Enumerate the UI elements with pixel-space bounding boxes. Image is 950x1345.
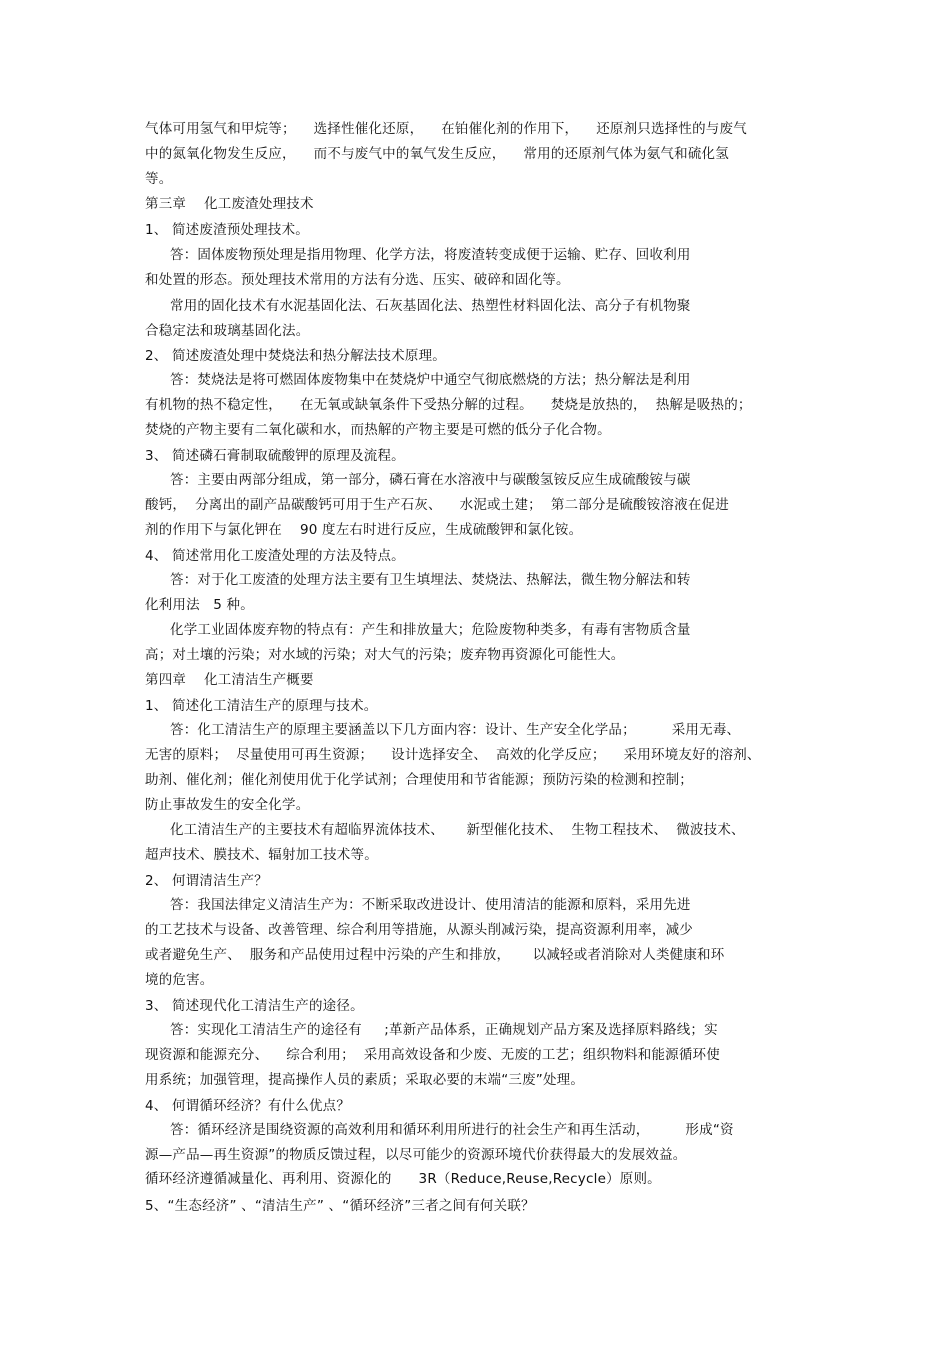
text-line: 答：化工清洁生产的原理主要涵盖以下几方面内容：设计、生产安全化学品； 采用无毒、 <box>170 722 741 738</box>
text-line: 化工清洁生产的主要技术有超临界流体技术、 新型催化技术、 生物工程技术、 微波技术、 <box>170 822 745 838</box>
text-line: 境的危害。 <box>145 972 214 988</box>
text-line: 第三章 化工废渣处理技术 <box>145 196 314 212</box>
text-line: 化利用法 5 种。 <box>145 597 254 613</box>
text-line: 化学工业固体废弃物的特点有：产生和排放量大；危险废物种类多，有毒有害物质含量 <box>170 622 691 638</box>
text-line: 无害的原料； 尽量使用可再生资源； 设计选择安全、 高效的化学反应； 采用环境友好的溶剂、 <box>145 747 761 763</box>
text-line: 答：对于化工废渣的处理方法主要有卫生填埋法、焚烧法、热解法，微生物分解法和转 <box>170 572 691 588</box>
text-line: 防止事故发生的安全化学。 <box>145 797 310 813</box>
text-line: 源—产品—再生资源”的物质反馈过程，以尽可能少的资源环境代价获得最大的发展效益。 <box>145 1147 687 1163</box>
text-line: 答：循环经济是围绕资源的高效利用和循环利用所进行的社会生产和再生活动， 形成“资 <box>170 1122 734 1138</box>
text-line: 4、 简述常用化工废渣处理的方法及特点。 <box>145 548 405 564</box>
text-line: 2、 简述废渣处理中焚烧法和热分解法技术原理。 <box>145 348 446 364</box>
text-line: 答：主要由两部分组成，第一部分，磷石膏在水溶液中与碳酸氢铵反应生成硫酸铵与碳 <box>170 472 691 488</box>
text-line: 1、 简述化工清洁生产的原理与技术。 <box>145 698 378 714</box>
text-line: 或者避免生产、 服务和产品使用过程中污染的产生和排放， 以减轻或者消除对人类健康和环 <box>145 947 725 963</box>
text-line: 高；对土壤的污染；对水域的污染；对大气的污染；废弃物再资源化可能性大。 <box>145 647 625 663</box>
text-line: 答：实现化工清洁生产的途径有 ;革新产品体系，正确规划产品方案及选择原料路线；实 <box>170 1022 718 1038</box>
text-line: 等。 <box>145 171 173 187</box>
text-line: 焚烧的产物主要有二氧化碳和水，而热解的产物主要是可燃的低分子化合物。 <box>145 422 611 438</box>
text-line: 现资源和能源充分、 综合利用； 采用高效设备和少废、无废的工艺；组织物料和能源循环使 <box>145 1047 720 1063</box>
text-line: 有机物的热不稳定性， 在无氧或缺氧条件下受热分解的过程。 焚烧是放热的， 热解是吸热的； <box>145 397 752 413</box>
text-line: 2、 何谓清洁生产？ <box>145 873 268 889</box>
text-line: 超声技术、膜技术、辐射加工技术等。 <box>145 847 378 863</box>
text-line: 答：固体废物预处理是指用物理、化学方法，将废渣转变成便于运输、贮存、回收利用 <box>170 247 691 263</box>
text-line: 助剂、催化剂；催化剂使用优于化学试剂；合理使用和节省能源；预防污染的检测和控制； <box>145 772 693 788</box>
text-line: 循环经济遵循减量化、再利用、资源化的 3R（Reduce,Reuse,Recycle）原则。 <box>145 1171 661 1187</box>
text-line: 用系统；加强管理，提高操作人员的素质；采取必要的末端“三废”处理。 <box>145 1072 585 1088</box>
text-line: 3、 简述磷石膏制取硫酸钾的原理及流程。 <box>145 448 405 464</box>
text-line: 合稳定法和玻璃基固化法。 <box>145 323 310 339</box>
text-line: 1、 简述废渣预处理技术。 <box>145 222 309 238</box>
text-line: 气体可用氢气和甲烷等； 选择性催化还原， 在铂催化剂的作用下， 还原剂只选择性的与废气 <box>145 121 747 137</box>
text-line: 常用的固化技术有水泥基固化法、石灰基固化法、热塑性材料固化法、高分子有机物聚 <box>170 298 691 314</box>
text-line: 中的氮氧化物发生反应， 而不与废气中的氧气发生反应， 常用的还原剂气体为氨气和硫化氢 <box>145 146 729 162</box>
text-line: 答：焚烧法是将可燃固体废物集中在焚烧炉中通空气彻底燃烧的方法；热分解法是利用 <box>170 372 691 388</box>
text-line: 4、 何谓循环经济？有什么优点？ <box>145 1098 351 1114</box>
text-line: 5、“生态经济” 、“清洁生产” 、“循环经济”三者之间有何关联？ <box>145 1198 535 1214</box>
text-line: 答：我国法律定义清洁生产为：不断采取改进设计、使用清洁的能源和原料，采用先进 <box>170 897 691 913</box>
text-line: 剂的作用下与氯化钾在 90 度左右时进行反应，生成硫酸钾和氯化铵。 <box>145 522 583 538</box>
text-line: 的工艺技术与设备、改善管理、综合利用等措施，从源头削减污染，提高资源利用率，减少 <box>145 922 693 938</box>
text-line: 第四章 化工清洁生产概要 <box>145 672 314 688</box>
text-line: 酸钙， 分离出的副产品碳酸钙可用于生产石灰、 水泥或土建； 第二部分是硫酸铵溶液在促进 <box>145 497 729 513</box>
text-line: 3、 简述现代化工清洁生产的途径。 <box>145 998 364 1014</box>
text-line: 和处置的形态。预处理技术常用的方法有分选、压实、破碎和固化等。 <box>145 272 570 288</box>
